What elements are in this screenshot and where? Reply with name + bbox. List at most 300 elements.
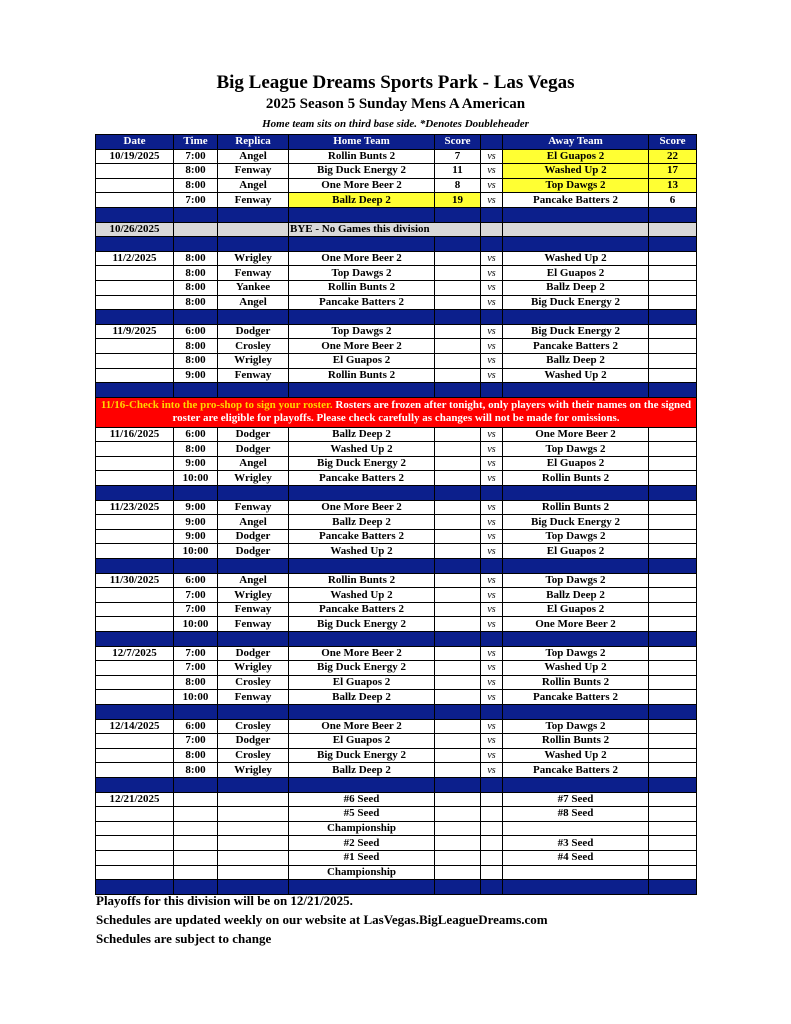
game-row [96,178,697,193]
header-row [96,135,697,150]
vs-label: vs [481,193,503,208]
time-cell: 9:00 [174,529,218,544]
replica-cell: Fenway [218,617,289,632]
vs-label: vs [481,748,503,763]
away-score-cell [649,602,697,617]
vs-label: vs [481,646,503,661]
date-cell [96,456,174,471]
away-team-cell: One More Beer 2 [503,427,649,442]
divider-cell [649,310,697,325]
away-score-cell [649,251,697,266]
divider-row [96,237,697,252]
away-score-cell [649,266,697,281]
time-cell: 8:00 [174,251,218,266]
divider-cell [649,632,697,647]
divider-cell [435,880,481,895]
col-away-score: Score [649,135,697,150]
time-cell: 7:00 [174,734,218,749]
playoff-row [96,850,697,865]
home-team-cell: Ballz Deep 2 [289,515,435,530]
away-score-cell [649,748,697,763]
divider-cell [96,704,174,719]
game-row [96,748,697,763]
divider-row [96,383,697,398]
playoff-row [96,821,697,836]
time-cell [174,792,218,807]
date-cell [96,734,174,749]
game-row [96,763,697,778]
away-team-cell: Big Duck Energy 2 [503,324,649,339]
game-row [96,164,697,179]
away-team-cell: Top Dawgs 2 [503,646,649,661]
vs-label: vs [481,763,503,778]
date-cell [96,529,174,544]
divider-cell [174,704,218,719]
time-cell [174,821,218,836]
divider-cell [435,486,481,501]
col-vs [481,135,503,150]
home-team-cell: Pancake Batters 2 [289,295,435,310]
time-cell: 10:00 [174,471,218,486]
footer-change-note: Schedules are subject to change [96,931,272,946]
divider-cell [649,207,697,222]
divider-cell [435,383,481,398]
time-cell: 9:00 [174,456,218,471]
away-team-cell: El Guapos 2 [503,602,649,617]
home-team-cell: El Guapos 2 [289,734,435,749]
home-team-cell: Big Duck Energy 2 [289,617,435,632]
divider-cell [174,207,218,222]
bye-text: BYE - No Games this division [289,222,481,237]
replica-cell: Dodger [218,427,289,442]
time-cell: 9:00 [174,368,218,383]
game-row [96,719,697,734]
replica-cell [218,792,289,807]
date-cell: 11/30/2025 [96,573,174,588]
date-cell [96,865,174,880]
home-team-cell: One More Beer 2 [289,178,435,193]
divider-cell [503,383,649,398]
date-cell [96,164,174,179]
away-score-cell [649,339,697,354]
away-score-cell [649,295,697,310]
divider-cell [481,237,503,252]
divider-cell [649,880,697,895]
home-score-cell [435,748,481,763]
replica-cell: Wrigley [218,661,289,676]
divider-cell [503,237,649,252]
time-cell: 8:00 [174,164,218,179]
home-score-cell [435,675,481,690]
divider-cell [218,704,289,719]
roster-notice-row [96,397,697,427]
home-team-cell: Washed Up 2 [289,588,435,603]
away-team-cell: Rollin Bunts 2 [503,734,649,749]
game-row [96,149,697,164]
divider-cell [174,559,218,574]
date-cell [96,675,174,690]
replica-cell: Wrigley [218,763,289,778]
divider-row [96,704,697,719]
away-score-cell [649,850,697,865]
divider-cell [289,207,435,222]
away-team-cell: El Guapos 2 [503,266,649,281]
date-cell [96,280,174,295]
home-score-cell [435,661,481,676]
divider-cell [218,237,289,252]
time-cell: 7:00 [174,661,218,676]
replica-cell: Wrigley [218,251,289,266]
game-row [96,324,697,339]
date-cell [96,295,174,310]
divider-row [96,632,697,647]
time-cell: 8:00 [174,748,218,763]
time-cell: 10:00 [174,544,218,559]
away-team-cell: Ballz Deep 2 [503,280,649,295]
home-score-cell [435,295,481,310]
game-row [96,734,697,749]
divider-cell [503,777,649,792]
game-row [96,251,697,266]
away-team-cell: Pancake Batters 2 [503,763,649,778]
divider-cell [481,383,503,398]
divider-cell [649,486,697,501]
replica-cell: Crosley [218,719,289,734]
vs-label: vs [481,471,503,486]
away-score-cell [649,280,697,295]
date-cell [96,515,174,530]
footer-website-note: Schedules are updated weekly on our website at LasVegas.BigLeagueDreams.com [96,912,548,927]
game-row [96,427,697,442]
divider-cell [174,383,218,398]
away-score-cell [649,617,697,632]
time-cell [174,850,218,865]
divider-cell [503,559,649,574]
home-score-cell [435,368,481,383]
replica-cell: Crosley [218,675,289,690]
home-score-cell [435,515,481,530]
time-cell: 8:00 [174,763,218,778]
home-score-cell [435,266,481,281]
vs-label: vs [481,324,503,339]
vs-label: vs [481,353,503,368]
away-team-cell: Big Duck Energy 2 [503,295,649,310]
vs-label: vs [481,515,503,530]
away-score-cell [649,500,697,515]
divider-cell [503,704,649,719]
replica-cell: Dodger [218,324,289,339]
replica-cell [218,865,289,880]
home-team-cell: Rollin Bunts 2 [289,368,435,383]
vs-label: vs [481,573,503,588]
away-seed-cell [503,821,649,836]
game-row [96,515,697,530]
vs-cell [481,850,503,865]
vs-cell [481,807,503,822]
date-cell: 12/7/2025 [96,646,174,661]
replica-cell [218,836,289,851]
away-score-cell [649,544,697,559]
away-team-cell: Washed Up 2 [503,661,649,676]
time-cell: 10:00 [174,617,218,632]
home-team-cell: Big Duck Energy 2 [289,164,435,179]
home-team-cell: Pancake Batters 2 [289,602,435,617]
home-score-cell: 19 [435,193,481,208]
game-row [96,368,697,383]
divider-cell [503,310,649,325]
away-team-cell: Washed Up 2 [503,164,649,179]
vs-label: vs [481,690,503,705]
divider-cell [289,237,435,252]
away-score-cell [649,807,697,822]
home-team-cell: Rollin Bunts 2 [289,573,435,588]
home-team-cell: El Guapos 2 [289,675,435,690]
divider-cell [218,632,289,647]
date-cell [96,807,174,822]
divider-cell [96,777,174,792]
roster-notice-body: Rosters are frozen after tonight, only players with their names on the signed roster are eligible for playoffs. Please check carefully as changes will not be made for omissions. [172,398,692,425]
col-replica: Replica [218,135,289,150]
time-cell [174,807,218,822]
date-cell [96,193,174,208]
replica-cell: Angel [218,178,289,193]
date-cell: 10/19/2025 [96,149,174,164]
date-cell: 12/14/2025 [96,719,174,734]
replica-cell: Dodger [218,734,289,749]
footer-playoffs-note: Playoffs for this division will be on 12/21/2025. [96,893,353,908]
away-score-cell: 13 [649,178,697,193]
away-score-cell [649,661,697,676]
vs-label: vs [481,675,503,690]
divider-row [96,777,697,792]
game-row [96,353,697,368]
home-score-cell [435,734,481,749]
home-team-cell: Ballz Deep 2 [289,690,435,705]
time-cell: 10:00 [174,690,218,705]
date-cell: 11/2/2025 [96,251,174,266]
divider-cell [649,559,697,574]
home-score-cell [435,763,481,778]
home-score-cell [435,836,481,851]
vs-label: vs [481,500,503,515]
playoff-row [96,807,697,822]
home-score-cell [435,792,481,807]
away-score-cell [649,719,697,734]
home-score-cell [435,471,481,486]
away-team-cell: El Guapos 2 [503,149,649,164]
replica-cell: Fenway [218,368,289,383]
vs-label: vs [481,588,503,603]
replica-cell [218,222,289,237]
home-team-cell: Ballz Deep 2 [289,193,435,208]
date-cell [96,661,174,676]
game-row [96,442,697,457]
time-cell: 8:00 [174,280,218,295]
home-team-cell: Big Duck Energy 2 [289,456,435,471]
vs-label: vs [481,368,503,383]
vs-cell [481,821,503,836]
home-seed-cell: #1 Seed [289,850,435,865]
date-cell [96,690,174,705]
divider-cell [218,207,289,222]
time-cell: 9:00 [174,515,218,530]
away-score-cell [649,690,697,705]
home-score-cell [435,456,481,471]
divider-cell [174,777,218,792]
playoff-row [96,836,697,851]
time-cell: 8:00 [174,353,218,368]
date-cell [96,821,174,836]
divider-cell [218,777,289,792]
divider-cell [218,383,289,398]
game-row [96,471,697,486]
divider-cell [435,237,481,252]
divider-cell [289,632,435,647]
time-cell: 8:00 [174,442,218,457]
replica-cell: Fenway [218,690,289,705]
away-score-cell [649,865,697,880]
game-row [96,617,697,632]
vs-label: vs [481,339,503,354]
home-seed-cell: Championship [289,821,435,836]
vs-label: vs [481,734,503,749]
replica-cell: Fenway [218,164,289,179]
date-cell [96,353,174,368]
divider-cell [435,704,481,719]
date-cell [96,588,174,603]
home-seed-cell: #2 Seed [289,836,435,851]
replica-cell: Crosley [218,339,289,354]
away-team-cell: El Guapos 2 [503,544,649,559]
home-score-cell [435,850,481,865]
divider-cell [174,632,218,647]
home-team-cell: Pancake Batters 2 [289,471,435,486]
divider-cell [435,559,481,574]
game-row [96,675,697,690]
replica-cell: Angel [218,456,289,471]
away-team-cell: Pancake Batters 2 [503,339,649,354]
away-team-cell: Top Dawgs 2 [503,442,649,457]
home-score-cell [435,573,481,588]
date-cell [96,544,174,559]
divider-cell [96,880,174,895]
home-team-cell: Pancake Batters 2 [289,529,435,544]
away-team-cell: Top Dawgs 2 [503,529,649,544]
home-score-cell [435,529,481,544]
replica-cell: Angel [218,295,289,310]
game-row [96,602,697,617]
away-team-cell: Pancake Batters 2 [503,690,649,705]
game-row [96,456,697,471]
home-team-cell: El Guapos 2 [289,353,435,368]
game-row [96,544,697,559]
time-cell: 6:00 [174,719,218,734]
date-cell [96,471,174,486]
away-score-cell [649,763,697,778]
divider-cell [218,559,289,574]
date-cell [96,368,174,383]
home-team-cell: Big Duck Energy 2 [289,661,435,676]
divider-cell [481,880,503,895]
date-cell: 11/9/2025 [96,324,174,339]
replica-cell: Dodger [218,529,289,544]
date-cell [96,850,174,865]
vs-label: vs [481,456,503,471]
time-cell: 7:00 [174,602,218,617]
col-away-team: Away Team [503,135,649,150]
game-row [96,193,697,208]
time-cell: 7:00 [174,193,218,208]
vs-cell [481,222,503,237]
divider-cell [481,559,503,574]
date-cell [96,836,174,851]
home-seed-cell: #6 Seed [289,792,435,807]
time-cell [174,865,218,880]
home-score-cell [435,719,481,734]
game-row [96,646,697,661]
vs-label: vs [481,617,503,632]
vs-cell [481,836,503,851]
away-score-cell [649,353,697,368]
time-cell: 7:00 [174,646,218,661]
game-row [96,588,697,603]
away-score-cell [649,573,697,588]
roster-notice-lead: 11/16-Check into the pro-shop to sign your roster. [100,398,333,411]
away-team-cell [503,222,649,237]
home-score-cell [435,602,481,617]
away-seed-cell: #7 Seed [503,792,649,807]
away-score-cell [649,515,697,530]
home-score-cell [435,865,481,880]
home-score-cell [435,280,481,295]
divider-cell [96,310,174,325]
divider-cell [174,880,218,895]
home-team-cell: One More Beer 2 [289,251,435,266]
home-score-cell [435,427,481,442]
home-team-cell: One More Beer 2 [289,646,435,661]
divider-cell [503,207,649,222]
replica-cell [218,821,289,836]
divider-row [96,559,697,574]
divider-cell [481,207,503,222]
home-team-cell: One More Beer 2 [289,339,435,354]
time-cell: 8:00 [174,178,218,193]
away-score-cell [649,646,697,661]
replica-cell: Wrigley [218,588,289,603]
divider-cell [435,777,481,792]
replica-cell: Angel [218,573,289,588]
roster-notice [96,397,697,427]
time-cell: 9:00 [174,500,218,515]
home-score-cell: 8 [435,178,481,193]
schedule-table [95,134,697,895]
divider-cell [218,310,289,325]
time-cell: 7:00 [174,588,218,603]
game-row [96,661,697,676]
page-subtitle: 2025 Season 5 Sunday Mens A American [265,96,526,112]
col-time: Time [174,135,218,150]
away-team-cell: Pancake Batters 2 [503,193,649,208]
away-team-cell: Rollin Bunts 2 [503,471,649,486]
time-cell [174,836,218,851]
game-row [96,266,697,281]
replica-cell: Fenway [218,193,289,208]
time-cell: 8:00 [174,295,218,310]
vs-label: vs [481,719,503,734]
vs-label: vs [481,280,503,295]
replica-cell: Dodger [218,442,289,457]
vs-cell [481,865,503,880]
